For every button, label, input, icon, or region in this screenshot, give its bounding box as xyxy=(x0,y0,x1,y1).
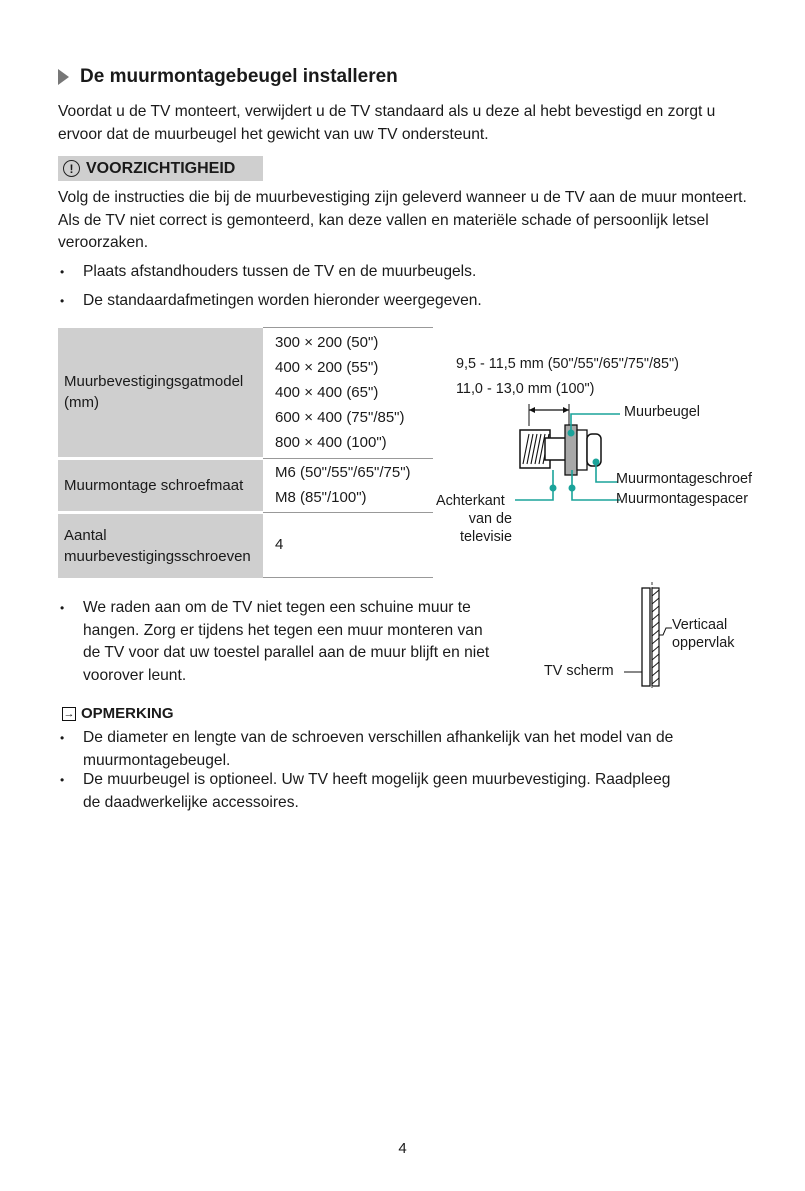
table-row xyxy=(58,458,433,512)
screw-size: M8 (85"/100") xyxy=(275,489,367,506)
page-number: 4 xyxy=(398,1140,407,1157)
bracket-leader xyxy=(571,414,620,433)
bullet-text: De standaardafmetingen worden hieronder weergegeven. xyxy=(83,292,482,309)
spacer-marker xyxy=(569,485,576,492)
wall-text-line: voorover leunt. xyxy=(83,666,187,684)
note-arrow-icon: → xyxy=(63,707,75,720)
note-text-line: muurmontagebeugel. xyxy=(83,751,231,769)
hole-size: 400 × 200 (55") xyxy=(275,359,379,377)
caution-text: Volg de instructies die bij de muurbevestiging zijn geleverd wanneer u de TV aan de muur monteert. Als de TV niet correct is gemonteerd, kan deze vallen en materiële schade of persoonlijk letsel veroorzaken. xyxy=(58,189,747,251)
table-row xyxy=(58,512,433,578)
table-row xyxy=(58,328,433,459)
screw-leader xyxy=(596,462,618,482)
hole-model-label: Muurbevestigingsgatmodel (mm) xyxy=(58,328,263,459)
screw-sizes-cell xyxy=(263,458,433,512)
note-header xyxy=(62,705,174,722)
hole-size: 600 × 400 (75"/85") xyxy=(275,409,405,427)
label-bracket: Muurbeugel xyxy=(624,404,701,420)
screw-length-2: 11,0 - 13,0 mm (100") xyxy=(456,381,595,397)
bullet-icon: • xyxy=(60,601,65,615)
label-vertical-surface-2: oppervlak xyxy=(672,635,735,651)
tv-back-leader xyxy=(515,470,553,500)
hole-size: 800 × 400 (100") xyxy=(275,434,387,452)
hole-size: 300 × 200 (50") xyxy=(275,334,379,352)
label-spacer: Muurmontagespacer xyxy=(616,491,748,507)
label-screw: Muurmontageschroef xyxy=(616,471,752,487)
screw-size: M6 (50"/55"/65"/75") xyxy=(275,464,411,481)
screw-length-1: 9,5 - 11,5 mm (50"/55"/65"/75"/85") xyxy=(456,356,679,372)
intro-paragraph: Voordat u de TV monteert, verwijdert u de TV standaard als u deze al hebt bevestigd en zorgt u ervoor dat de muurbeugel het gewicht van uw TV ondersteunt. xyxy=(58,103,716,143)
screw-count: 4 xyxy=(263,512,433,578)
hole-size: 400 × 400 (65") xyxy=(275,384,379,402)
screw-count-label: Aantal muurbevestigingsschroeven xyxy=(58,512,263,578)
wall-text-line: hangen. Zorg er tijdens het tegen een muur monteren van xyxy=(83,621,483,639)
tv-back-marker xyxy=(550,485,557,492)
caution-label: VOORZICHTIGHEID xyxy=(86,159,236,177)
hole-sizes-cell xyxy=(263,328,433,459)
caution-header xyxy=(58,156,263,181)
label-tv-back-2: van de xyxy=(468,511,512,527)
bullet-icon: • xyxy=(60,773,65,787)
surface-leader xyxy=(659,628,672,635)
note-label: OPMERKING xyxy=(81,705,174,722)
leader-lines xyxy=(510,410,630,510)
label-tv-screen: TV scherm xyxy=(544,663,614,679)
note-text-line: De muurbeugel is optioneel. Uw TV heeft mogelijk geen muurbevestiging. Raadpleeg xyxy=(83,771,671,788)
bullet-text: Plaats afstandhouders tussen de TV en de muurbeugels. xyxy=(83,263,477,280)
label-vertical-surface-1: Verticaal xyxy=(672,617,728,633)
label-tv-back-3: televisie xyxy=(460,529,512,545)
warning-icon: ! xyxy=(63,160,80,177)
bullet-icon: • xyxy=(60,294,65,308)
note-text-line: de daadwerkelijke accessoires. xyxy=(83,793,299,811)
wall-diagram xyxy=(620,580,680,690)
note-text-line: De diameter en lengte van de schroeven verschillen afhankelijk van het model van de xyxy=(83,729,674,746)
section-title xyxy=(58,66,398,88)
bullet-icon: • xyxy=(60,731,65,745)
wall-text-line: We raden aan om de TV niet tegen een schuine muur te xyxy=(83,599,471,616)
section-title-text: De muurmontagebeugel installeren xyxy=(80,66,398,87)
label-tv-back-1: Achterkant xyxy=(436,493,505,509)
spec-table xyxy=(58,327,433,578)
triangle-bullet-icon xyxy=(58,69,69,85)
screw-size-label: Muurmontage schroefmaat xyxy=(58,458,263,512)
bullet-icon: • xyxy=(60,265,65,279)
tv-screen-shape xyxy=(642,588,650,686)
wall-text-line: de TV voor dat uw toestel parallel aan de muur blijft en niet xyxy=(83,644,490,661)
